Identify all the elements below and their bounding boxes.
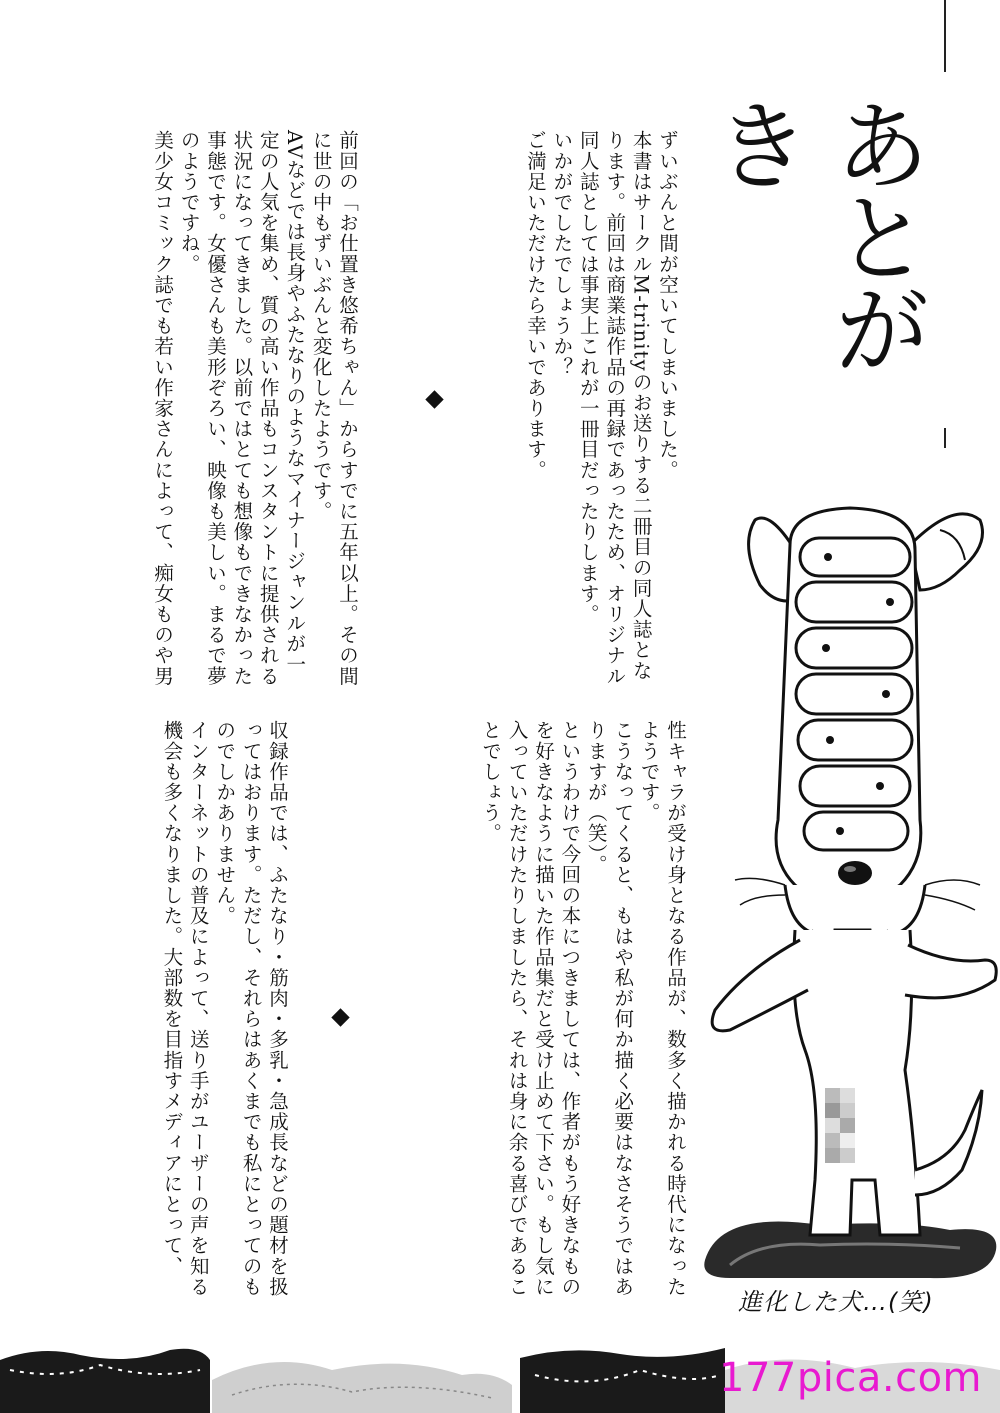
paragraph: 前回の「お仕置き悠希ちゃん」からすでに五年以上。その間に世の中もずいぶんと変化したようです。 (309, 130, 359, 687)
bottom-texture-left (0, 1340, 210, 1413)
paragraph: AVなどでは長身やふたなりのようなマイナージャンルが一定の人気を集め、質の高い作品もコンスタントに提供される状況になってきました。以前ではとても想像もできなかった事態です。女優さんも美形ぞろい、映像も美しい。まるで夢のようですね。 (177, 130, 307, 687)
paragraph: インターネットの普及によって、送り手がユーザーの声を知る機会も多くなりました。大部数を目指すメディアにとって、 (160, 720, 210, 1297)
paragraph: 性キャラが受け身となる作品が、数多く描かれる時代になったようです。 (637, 720, 687, 1297)
section-divider-diamond (331, 1008, 349, 1026)
evolved-dog-illustration (700, 490, 1000, 1280)
afterword-top-group-2 (120, 130, 360, 690)
site-watermark: 177pica.com (719, 1355, 982, 1401)
paragraph: 美少女コミック誌でも若い作家さんによって、痴女ものや男 (151, 130, 175, 687)
bottom-texture-mid-right (520, 1340, 725, 1413)
illustration-caption: 進化した犬…(笑) (738, 1288, 934, 1316)
title-rule-top (944, 0, 946, 72)
paragraph: ずいぶんと間が空いてしまいました。 (656, 130, 679, 481)
bottom-texture-mid-left (212, 1340, 512, 1413)
paragraph: 本書はサークルM-trinityのお送りする二冊目の同人誌となります。前回は商業誌作品の再録であったため、オリジナル同人誌としては事実上これが一冊目だったりします。 (576, 130, 653, 687)
paragraph: こうなってくると、もはや私が何か描く必要はなさそうではありますが（笑）。 (584, 720, 635, 1297)
title-rule-bottom (944, 428, 946, 448)
section-divider-diamond (425, 390, 443, 408)
paragraph: というわけで今回の本につきましては、作者がもう好きなものを好きなように描いた作品集だと受け止めて下さい。もし気に入っていただけたりしましたら、それは身に余る喜びであることでしょう。 (479, 720, 582, 1297)
afterword-bottom-group-1 (396, 720, 688, 1316)
afterword-bottom-group-2 (105, 720, 290, 1316)
afterword-top-group-1 (485, 130, 680, 690)
paragraph: いかがでしたでしょうか？ (550, 130, 574, 378)
page-title: あとがき (697, 95, 931, 371)
paragraph: ご満足いただけたら幸いであります。 (523, 130, 547, 481)
paragraph: 収録作品では、ふたなり・筋肉・多乳・急成長などの題材を扱ってはおります。ただし、それらはあくまでも私にとってのものでしかありません。 (213, 720, 289, 1297)
